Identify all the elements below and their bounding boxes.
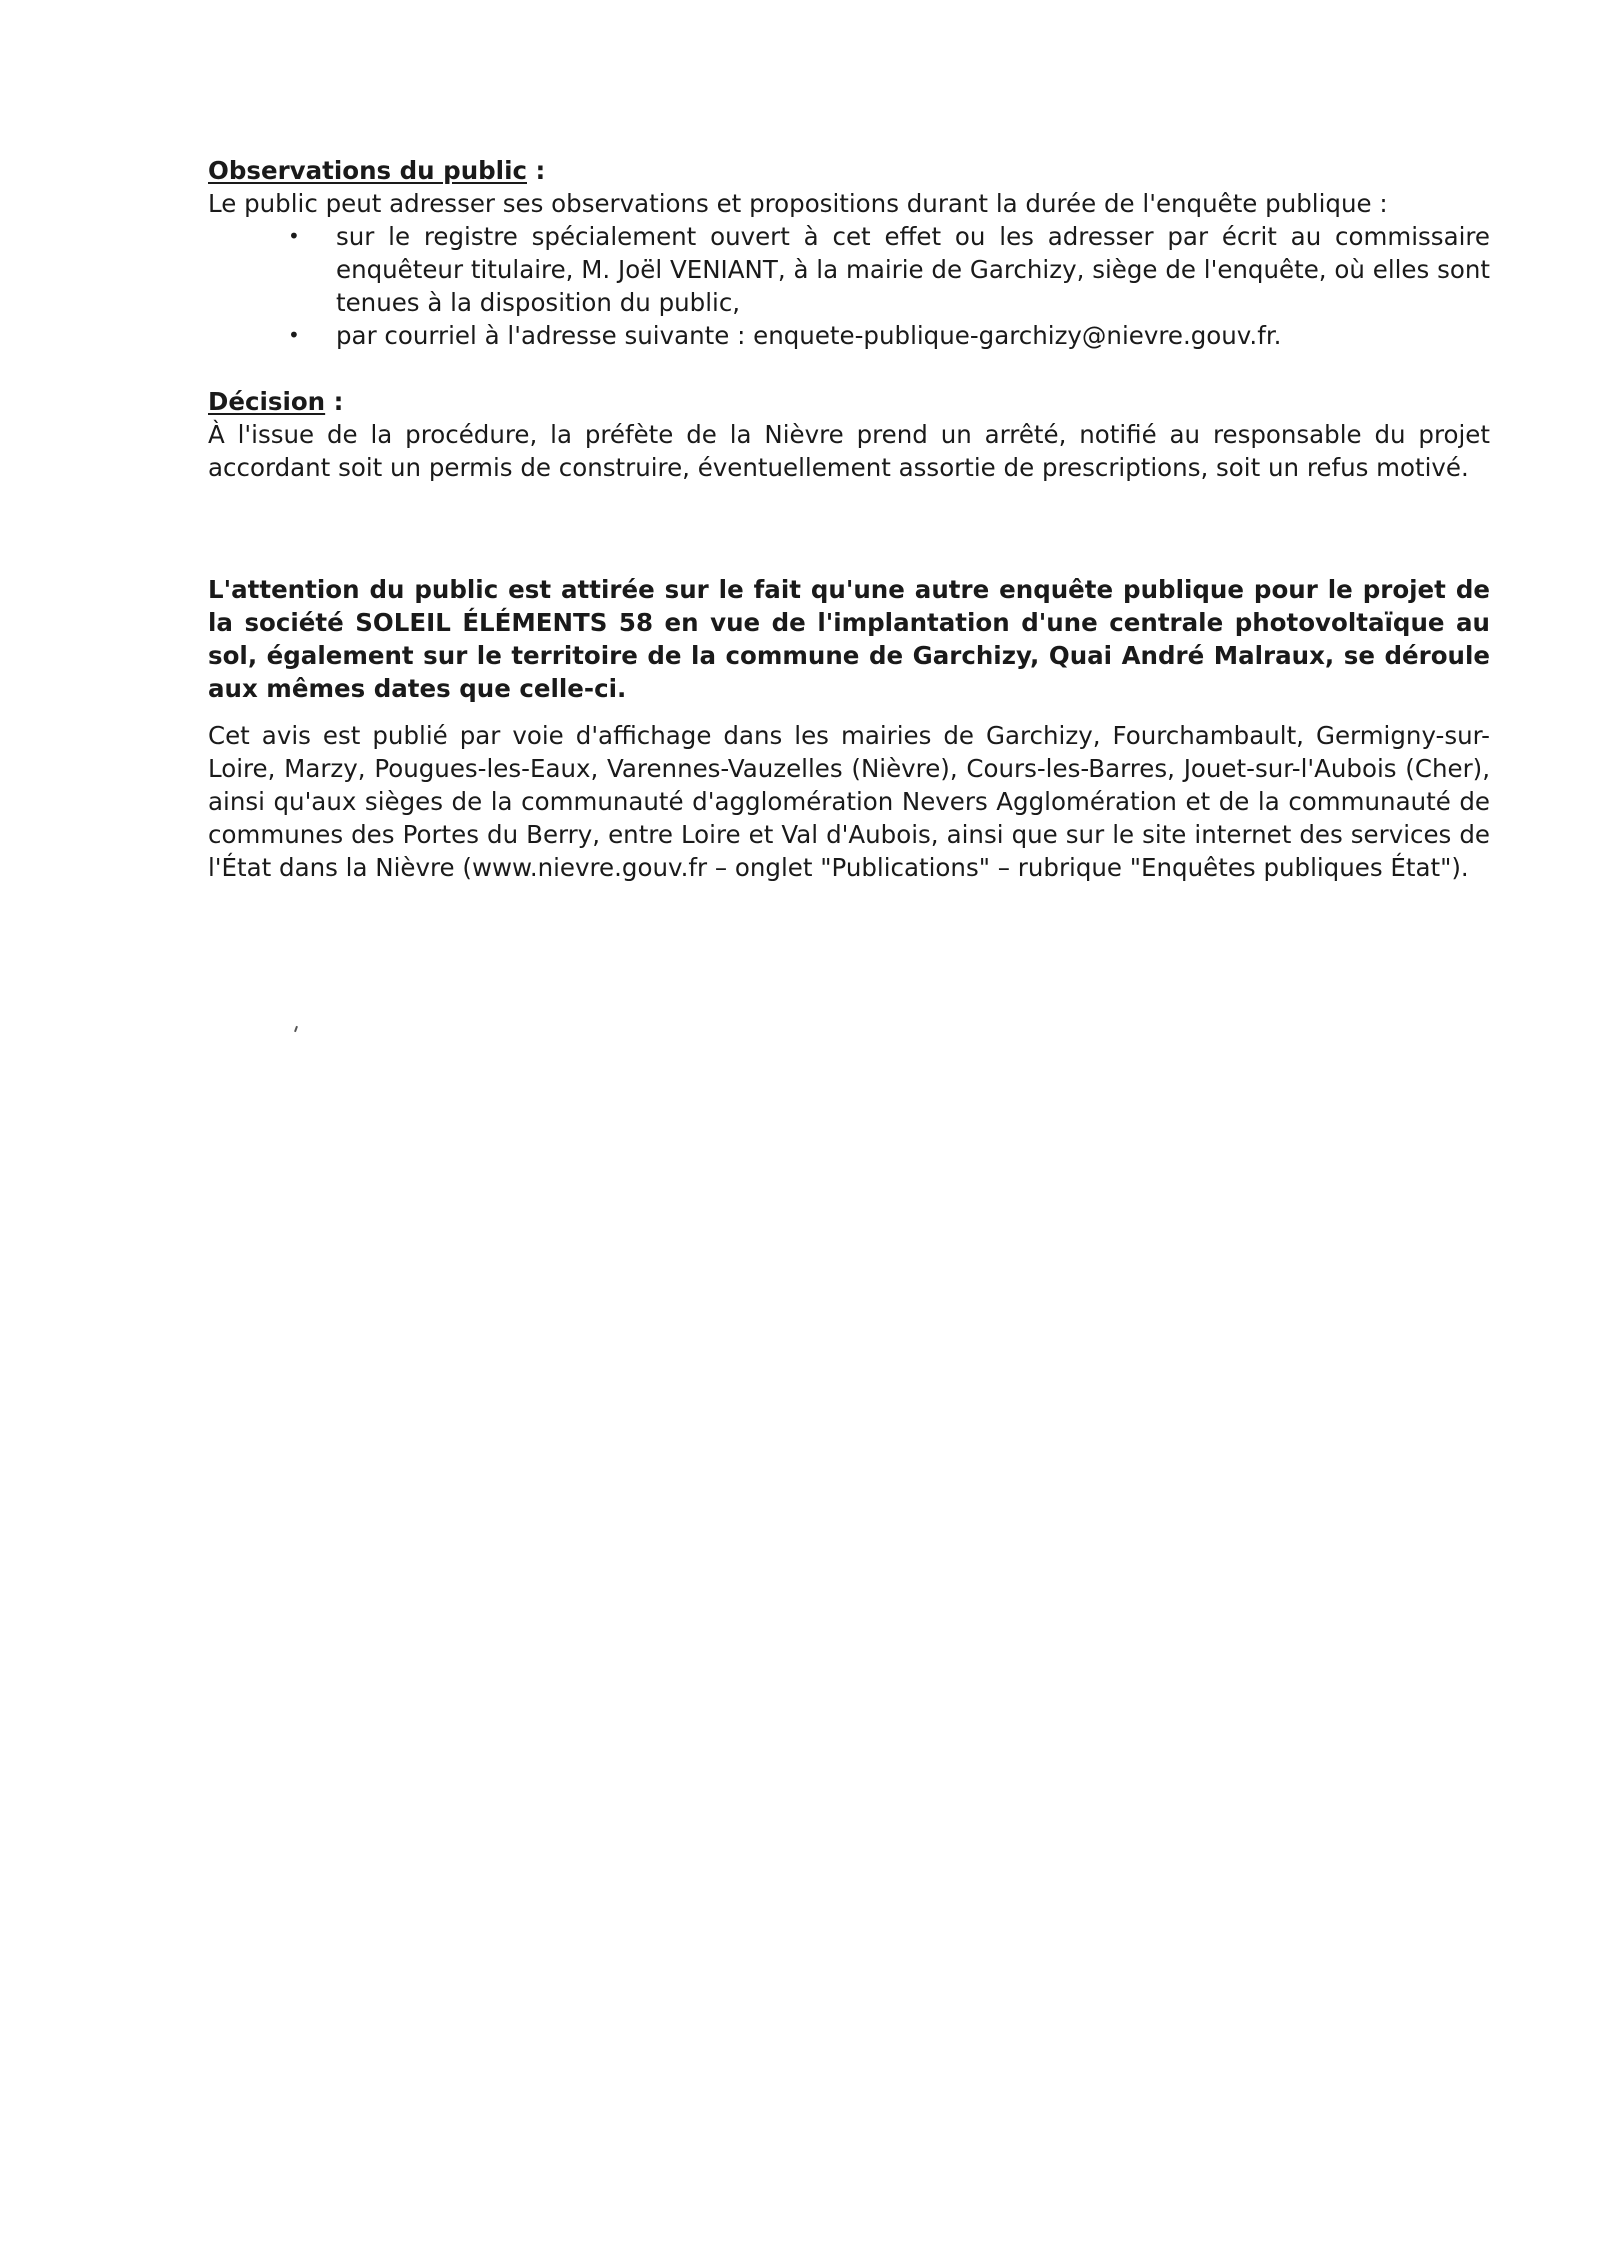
- decision-heading-suffix: :: [325, 387, 344, 416]
- bullet-dot-icon: •: [288, 224, 300, 248]
- decision-paragraph: À l'issue de la procédure, la préfète de la Nièvre prend un arrêté, notifié au responsable du projet accordant soit un permis de construire, éventuellement assortie de prescriptions, soit un refus motivé.: [208, 420, 1490, 482]
- attention-paragraph: L'attention du public est attirée sur le fait qu'une autre enquête publique pour le projet de la société SOLEIL ÉLÉMENTS 58 en vue de l'implantation d'une centrale photovoltaïque au sol, également sur le territoire de la commune de Garchizy, Quai André Malraux, se déroule aux mêmes dates que celle-ci.: [208, 575, 1490, 703]
- observations-heading-text: Observations du public: [208, 156, 527, 185]
- scan-speck: [294, 1026, 298, 1032]
- spacer: [208, 484, 1490, 573]
- decision-heading: [208, 385, 1490, 418]
- observations-bullet-text: sur le registre spécialement ouvert à cet effet ou les adresser par écrit au commissaire enquêteur titulaire, M. Joël VENIANT, à la mairie de Garchizy, siège de l'enquête, où elles sont tenues à la disposition du public,: [336, 222, 1490, 317]
- decision-heading-text: Décision: [208, 387, 326, 416]
- document-page: [208, 154, 1490, 884]
- spacer: [208, 705, 1490, 719]
- publication-paragraph: Cet avis est publié par voie d'affichage dans les mairies de Garchizy, Fourchambault, Germigny-sur-Loire, Marzy, Pougues-les-Eaux, Varennes-Vauzelles (Nièvre), Cours-les-Barres, Jouet-sur-l'Aubois (Cher), ainsi qu'aux sièges de la communauté d'agglomération Nevers Agglomération et de la communauté de communes des Portes du Berry, entre Loire et Val d'Aubois, ainsi que sur le site internet des services de l'État dans la Nièvre (www.nievre.gouv.fr – onglet "Publications" – rubrique "Enquêtes publiques État").: [208, 721, 1490, 882]
- observations-heading: [208, 154, 1490, 187]
- observations-bullet-text: par courriel à l'adresse suivante : enquete-publique-garchizy@nievre.gouv.fr.: [336, 321, 1282, 350]
- spacer: [208, 352, 1490, 385]
- observations-bullet-registre: [288, 220, 1490, 319]
- observations-list: [208, 220, 1490, 352]
- bullet-dot-icon: •: [288, 323, 300, 347]
- observations-bullet-courriel: [288, 319, 1490, 352]
- observations-intro: Le public peut adresser ses observations et propositions durant la durée de l'enquête publique :: [208, 189, 1388, 218]
- observations-heading-suffix: :: [527, 156, 546, 185]
